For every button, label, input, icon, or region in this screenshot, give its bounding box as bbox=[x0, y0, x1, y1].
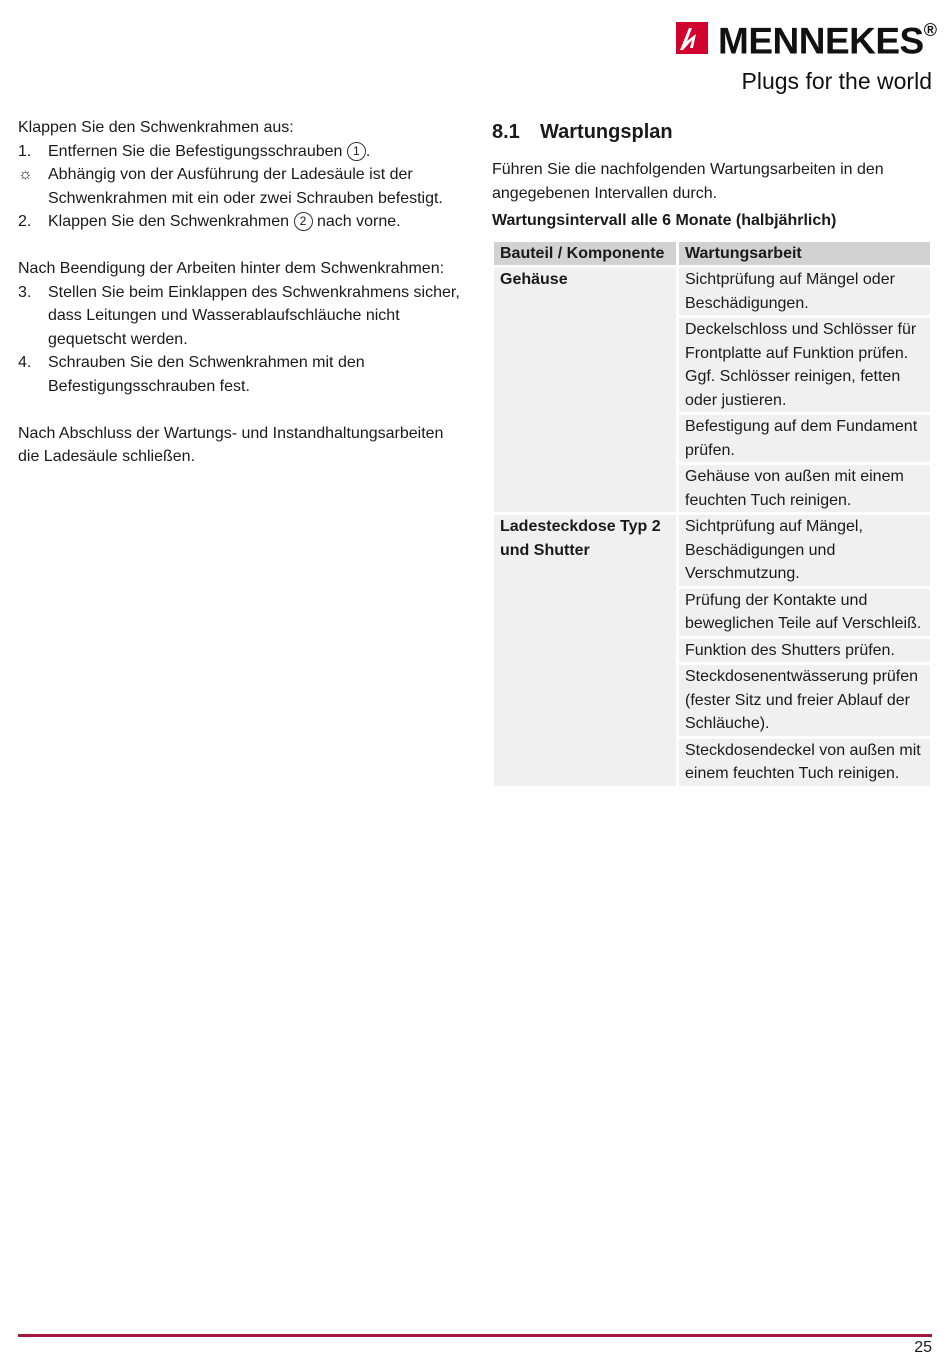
column-header-task: Wartungsarbeit bbox=[679, 242, 930, 266]
mennekes-plug-logo-icon bbox=[676, 22, 708, 54]
component-cell: Ladesteckdose Typ 2 und Shutter bbox=[494, 515, 676, 786]
column-header-component: Bauteil / Komponente bbox=[494, 242, 676, 266]
table-row bbox=[494, 515, 930, 586]
interval-title: Wartungsintervall alle 6 Monate (halbjährlich) bbox=[492, 212, 837, 229]
task-cell: Deckelschloss und Schlösser für Frontplatte auf Funktion prüfen. Ggf. Schlösser reinigen, fetten oder justieren. bbox=[679, 318, 930, 412]
maintenance-table bbox=[491, 239, 933, 789]
brand-logo bbox=[676, 18, 937, 62]
step-4 bbox=[18, 351, 468, 398]
section-number: 8.1 bbox=[492, 121, 520, 143]
step-text: Schrauben Sie den Schwenkrahmen mit den Befestigungsschrauben fest. bbox=[48, 354, 365, 395]
step-number: 2. bbox=[18, 213, 32, 230]
step-suffix: nach vorne. bbox=[316, 213, 401, 230]
tip bbox=[18, 163, 468, 210]
right-column bbox=[492, 118, 932, 789]
step-1 bbox=[18, 140, 468, 164]
step-number: 1. bbox=[18, 142, 32, 160]
task-cell: Steckdosendeckel von außen mit einem feuchten Tuch reinigen. bbox=[679, 739, 930, 786]
table-header-row bbox=[494, 242, 930, 266]
task-cell: Funktion des Shutters prüfen. bbox=[679, 639, 930, 663]
task-cell: Steckdosenentwässerung prüfen (fester Sitz und freier Ablauf der Schläuche). bbox=[679, 665, 930, 736]
component-cell: Gehäuse bbox=[494, 268, 676, 512]
brand-tagline: Plugs for the world bbox=[741, 68, 932, 94]
step-2 bbox=[18, 210, 468, 234]
step-number: 4. bbox=[18, 354, 32, 371]
unfold-intro: Klappen Sie den Schwenkrahmen aus: bbox=[18, 119, 294, 136]
tip-text: Abhängig von der Ausführung der Ladesäule ist der Schwenkrahmen mit ein oder zwei Schrauben befestigt. bbox=[48, 166, 443, 207]
task-cell: Befestigung auf dem Fundament prüfen. bbox=[679, 415, 930, 462]
step-text: Entfernen Sie die Befestigungsschrauben bbox=[48, 142, 343, 160]
page-number: 25 bbox=[914, 1339, 932, 1356]
step-text: Stellen Sie beim Einklappen des Schwenkrahmens sicher, dass Leitungen und Wasserablaufschläuche nicht gequetscht werden. bbox=[48, 283, 460, 348]
step-3 bbox=[18, 281, 468, 352]
task-cell: Gehäuse von außen mit einem feuchten Tuch reinigen. bbox=[679, 465, 930, 512]
callout-1-icon: 1 bbox=[347, 142, 366, 161]
step-text: Klappen Sie den Schwenkrahmen bbox=[48, 213, 290, 230]
brand-name: MENNEKES® bbox=[718, 20, 937, 62]
step-suffix: . bbox=[365, 142, 371, 160]
task-cell: Sichtprüfung auf Mängel oder Beschädigungen. bbox=[679, 268, 930, 315]
table-row bbox=[494, 268, 930, 315]
section-title: Wartungsplan bbox=[540, 121, 673, 143]
after-work-intro: Nach Beendigung der Arbeiten hinter dem Schwenkrahmen: bbox=[18, 260, 445, 277]
sun-tip-icon: ☼ bbox=[18, 166, 33, 183]
task-cell: Prüfung der Kontakte und beweglichen Teile auf Verschleiß. bbox=[679, 589, 930, 636]
section-intro: Führen Sie die nachfolgenden Wartungsarbeiten in den angegebenen Intervallen durch. bbox=[492, 161, 884, 202]
task-cell: Sichtprüfung auf Mängel, Beschädigungen und Verschmutzung. bbox=[679, 515, 930, 586]
left-column bbox=[18, 116, 468, 469]
closing-text: Nach Abschluss der Wartungs- und Instandhaltungsarbeiten die Ladesäule schließen. bbox=[18, 424, 444, 465]
section-heading bbox=[492, 118, 932, 146]
step-number: 3. bbox=[18, 283, 32, 301]
callout-2-icon: 2 bbox=[294, 212, 313, 231]
footer-rule bbox=[18, 1334, 932, 1337]
